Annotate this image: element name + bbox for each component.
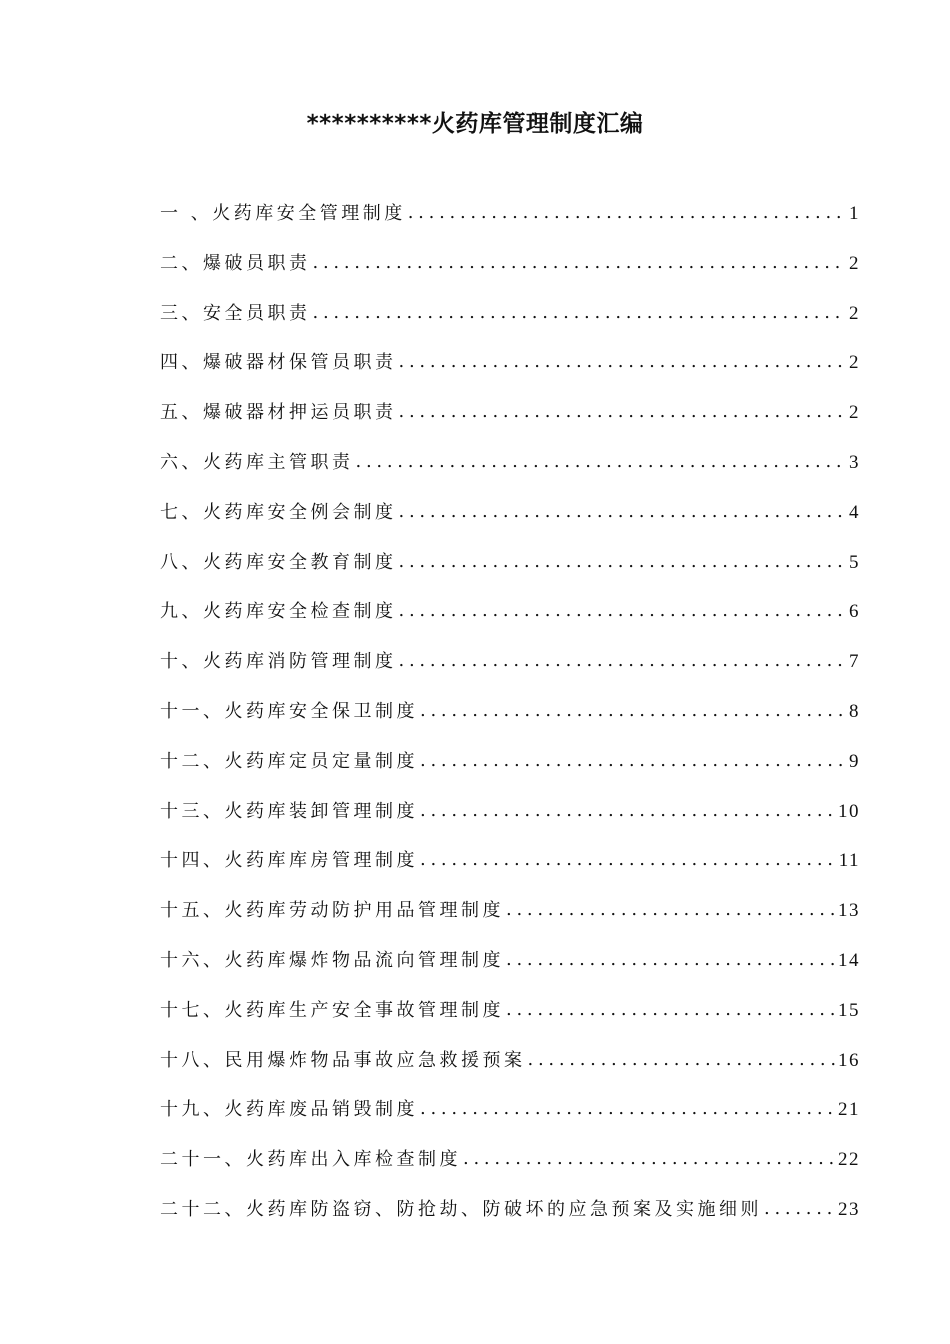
toc-dot-leader [420,692,846,730]
toc-entry-label: 十九、火药库废品销毁制度 [160,1099,418,1121]
toc-entry-page: 2 [849,402,860,424]
toc-dot-leader [506,891,835,929]
toc-entry-label: 九、火药库安全检查制度 [160,601,397,623]
toc-dot-leader [463,1140,835,1178]
toc-entry[interactable] [160,842,860,892]
toc-entry-label: 十、火药库消防管理制度 [160,651,397,673]
toc-dot-leader [399,592,847,630]
toc-dot-leader [313,294,847,332]
toc-entry-label: 三、安全员职责 [160,302,311,324]
toc-entry-label: 二、爆破员职责 [160,252,311,274]
toc-entry[interactable] [160,394,860,444]
toc-entry[interactable] [160,1141,860,1191]
toc-entry-page: 4 [849,501,860,523]
toc-entry[interactable] [160,1042,860,1092]
toc-dot-leader [420,841,836,879]
toc-dot-leader [399,493,847,531]
toc-entry-label: 十七、火药库生产安全事故管理制度 [160,999,504,1021]
toc-dot-leader [313,244,847,282]
toc-entry[interactable] [160,494,860,544]
toc-entry-page: 5 [849,551,860,573]
toc-entry[interactable] [160,1191,860,1241]
toc-entry[interactable] [160,743,860,793]
toc-entry-label: 一 、火药库安全管理制度 [160,203,406,224]
toc-entry[interactable] [160,892,860,942]
toc-entry-page: 22 [838,1149,860,1171]
toc-dot-leader [420,1090,835,1128]
toc-dot-leader [399,343,847,381]
toc-entry-label: 四、爆破器材保管员职责 [160,352,397,374]
toc-entry-label: 二十一、火药库出入库检查制度 [160,1149,461,1171]
toc-entry[interactable] [160,793,860,843]
toc-entry[interactable] [160,344,860,394]
toc-entry-label: 十五、火药库劳动防护用品管理制度 [160,900,504,922]
toc-entry[interactable] [160,544,860,594]
toc-entry-page: 14 [838,949,860,971]
toc-entry-page: 6 [849,601,860,623]
toc-entry[interactable] [160,195,860,245]
toc-entry-label: 十八、民用爆炸物品事故应急救援预案 [160,1049,526,1071]
toc-entry-page: 2 [849,302,860,324]
toc-entry-page: 2 [849,352,860,374]
toc-dot-leader [764,1190,835,1228]
toc-entry-page: 16 [838,1049,860,1071]
toc-dot-leader [356,443,847,481]
document-title: **********火药库管理制度汇编 [306,111,644,137]
toc-entry-page: 13 [838,900,860,922]
toc-entry[interactable] [160,992,860,1042]
toc-entry-label: 六、火药库主管职责 [160,451,354,473]
toc-entry-label: 七、火药库安全例会制度 [160,501,397,523]
toc-entry[interactable] [160,295,860,345]
toc-entry-label: 十四、火药库库房管理制度 [160,850,418,872]
toc-entry[interactable] [160,593,860,643]
toc-entry-page: 2 [849,252,860,274]
toc-entry-label: 十一、火药库安全保卫制度 [160,700,418,722]
toc-dot-leader [420,742,846,780]
toc-entry[interactable] [160,444,860,494]
toc-dot-leader [399,543,847,581]
table-of-contents [160,195,860,1241]
toc-entry[interactable] [160,942,860,992]
toc-entry-label: 十三、火药库装卸管理制度 [160,800,418,822]
toc-entry-page: 3 [849,451,860,473]
toc-entry-page: 9 [849,750,860,772]
toc-dot-leader [399,642,847,680]
toc-dot-leader [528,1041,836,1079]
toc-entry[interactable] [160,245,860,295]
toc-entry-page: 15 [838,999,860,1021]
toc-entry-page: 11 [838,850,860,872]
toc-entry-label: 十六、火药库爆炸物品流向管理制度 [160,949,504,971]
toc-entry-page: 10 [838,800,860,822]
toc-entry-label: 五、爆破器材押运员职责 [160,402,397,424]
toc-dot-leader [399,393,847,431]
toc-dot-leader [506,991,835,1029]
toc-entry[interactable] [160,1091,860,1141]
toc-entry[interactable] [160,693,860,743]
toc-dot-leader [408,194,846,232]
toc-dot-leader [506,941,835,979]
toc-entry[interactable] [160,643,860,693]
toc-entry-label: 二十二、火药库防盗窃、防抢劫、防破坏的应急预案及实施细则 [160,1198,762,1220]
toc-entry-page: 7 [849,651,860,673]
toc-entry-page: 23 [838,1198,860,1220]
toc-entry-page: 8 [849,700,860,722]
toc-entry-label: 十二、火药库定员定量制度 [160,750,418,772]
toc-entry-label: 八、火药库安全教育制度 [160,551,397,573]
toc-entry-page: 21 [838,1099,860,1121]
toc-dot-leader [420,792,835,830]
toc-entry-page: 1 [849,203,860,224]
